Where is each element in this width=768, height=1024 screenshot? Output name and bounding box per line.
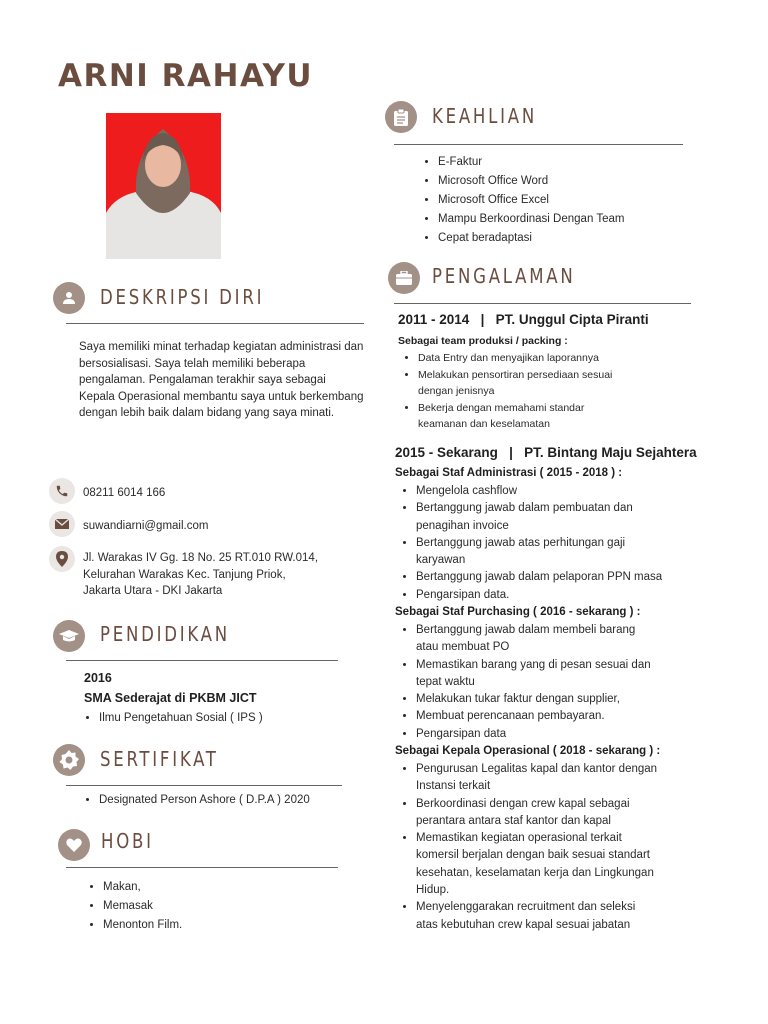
list-item: • Bertanggung jawab dalam membeli barang [416,622,736,639]
list-item: • Bekerja dengan memahami standar [418,400,708,417]
address-line: Jl. Warakas IV Gg. 18 No. 25 RT.010 RW.014, [83,552,319,564]
certificate-list [81,791,310,810]
list-item-continuation: penagihan invoice [416,519,509,532]
education-school: SMA Sederajat di PKBM JICT [84,691,257,705]
section-title-experience: PENGALAMAN [432,264,576,288]
section-title-hobby: HOBI [101,829,154,853]
briefcase-icon [388,262,420,294]
job-role: Sebagai Staf Administrasi ( 2015 - 2018 ) : [395,467,623,479]
phone-icon [49,478,75,504]
education-year: 2016 [84,671,112,685]
list-item: • Bertanggung jawab atas perhitungan gaji [416,535,736,552]
education-list [81,709,263,728]
location-pin-icon [49,546,75,572]
list-item: • Pengarsipan data [416,726,736,743]
list-item: • Data Entry dan menyajikan laporannya [418,350,708,367]
job-header: 2011 - 2014 | PT. Unggul Cipta Piranti [398,312,649,327]
person-name: ARNI RAHAYU [58,58,314,94]
job-period: 2011 - 2014 [398,312,470,327]
job-period: 2015 - Sekarang [395,445,498,460]
list-item: • Menonton Film. [103,916,182,935]
list-item: • Mampu Berkoordinasi Dengan Team [438,210,624,229]
divider [394,303,691,304]
profile-photo [106,113,221,259]
list-item: • Bertanggung jawab dalam pembuatan dan [416,500,736,517]
email-icon [49,511,75,537]
description-text: Saya memiliki minat terhadap kegiatan administrasi dan bersosialisasi. Saya telah memiliki beberapa pengalaman. Pengalaman terakhir saya sebagai Kepala Operasional membantu saya untuk berkembang dengan lebih baik dalam bidang yang saya minati. [79,341,364,419]
heart-icon [58,829,90,861]
list-item: • Memasak [103,897,182,916]
job-duties-list [398,483,736,604]
section-title-skills: KEAHLIAN [432,104,537,128]
job-role: Sebagai Staf Purchasing ( 2016 - sekarang ) : [395,606,641,618]
address-line: Kelurahan Warakas Kec. Tanjung Priok, [83,568,286,581]
list-item: • Menyelenggarakan recruitment dan seleksi [416,899,736,916]
phone-number: 08211 6014 166 [83,487,166,499]
divider [394,144,683,145]
divider [66,323,364,324]
job-duties-list [398,761,736,934]
list-item: • Cepat beradaptasi [438,229,624,248]
certificate-badge-icon [53,744,85,776]
graduation-cap-icon [53,620,85,652]
list-item-continuation: atas kebutuhan crew kapal sesuai jabatan [416,918,631,931]
job-company: PT. Bintang Maju Sejahtera [524,445,697,460]
list-item-continuation: komersil berjalan dengan baik sesuai standart [416,849,650,862]
list-item-continuation: Instansi terkait [416,780,491,793]
section-title-education: PENDIDIKAN [100,622,230,646]
job-header: 2015 - Sekarang | PT. Bintang Maju Sejahtera [395,445,697,460]
address-line: Jakarta Utara - DKI Jakarta [83,585,223,597]
list-item: • Pengurusan Legalitas kapal dan kantor dengan [416,761,736,778]
list-item: • Membuat perencanaan pembayaran. [416,708,736,725]
divider [66,660,338,661]
list-item: • Memastikan kegiatan operasional terkait [416,830,736,847]
divider [66,785,342,786]
list-item-continuation: tepat waktu [416,675,475,688]
list-item: • Microsoft Office Excel [438,191,624,210]
list-item-continuation: karyawan [416,554,466,567]
job-role: Sebagai Kepala Operasional ( 2018 - sekarang ) : [395,745,661,757]
list-item: • Makan, [103,878,182,897]
list-item: • Ilmu Pengetahuan Sosial ( IPS ) [99,709,263,728]
list-item: • E-Faktur [438,153,624,172]
email-address: suwandiarni@gmail.com [83,520,209,532]
clipboard-icon [385,101,417,133]
section-title-description: DESKRIPSI DIRI [100,285,265,309]
list-item: • Berkoordinasi dengan crew kapal sebagai [416,796,736,813]
list-item-continuation: perantara antara staf kantor dan kapal [416,814,611,827]
list-item-continuation: dengan jenisnya [418,385,495,397]
list-item: • Designated Person Ashore ( D.P.A ) 2020 [99,791,310,810]
address [83,550,318,600]
person-icon [53,282,85,314]
list-item: • Bertanggung jawab dalam pelaporan PPN masa [416,569,736,586]
list-item: • Pengarsipan data. [416,587,736,604]
list-item: • Microsoft Office Word [438,172,624,191]
skills-list [420,153,624,248]
list-item: • Melakukan pensortiran persediaan sesuai [418,367,708,384]
job-company: PT. Unggul Cipta Piranti [495,312,649,327]
list-item-continuation: Hidup. [416,884,450,897]
list-item: • Melakukan tukar faktur dengan supplier, [416,691,736,708]
section-title-certificate: SERTIFIKAT [100,747,219,771]
hobby-list [85,878,182,935]
list-item-continuation: atau membuat PO [416,641,510,654]
list-item-continuation: kesehatan, keselamatan kerja dan Lingkungan [416,866,654,879]
divider [66,867,338,868]
list-item: • Memastikan barang yang di pesan sesuai dan [416,657,736,674]
list-item: • Mengelola cashflow [416,483,736,500]
job-duties-list [398,622,736,743]
list-item-continuation: keamanan dan keselamatan [418,418,550,430]
job-role: Sebagai team produksi / packing : [398,335,568,347]
job-duties-list [400,350,708,433]
